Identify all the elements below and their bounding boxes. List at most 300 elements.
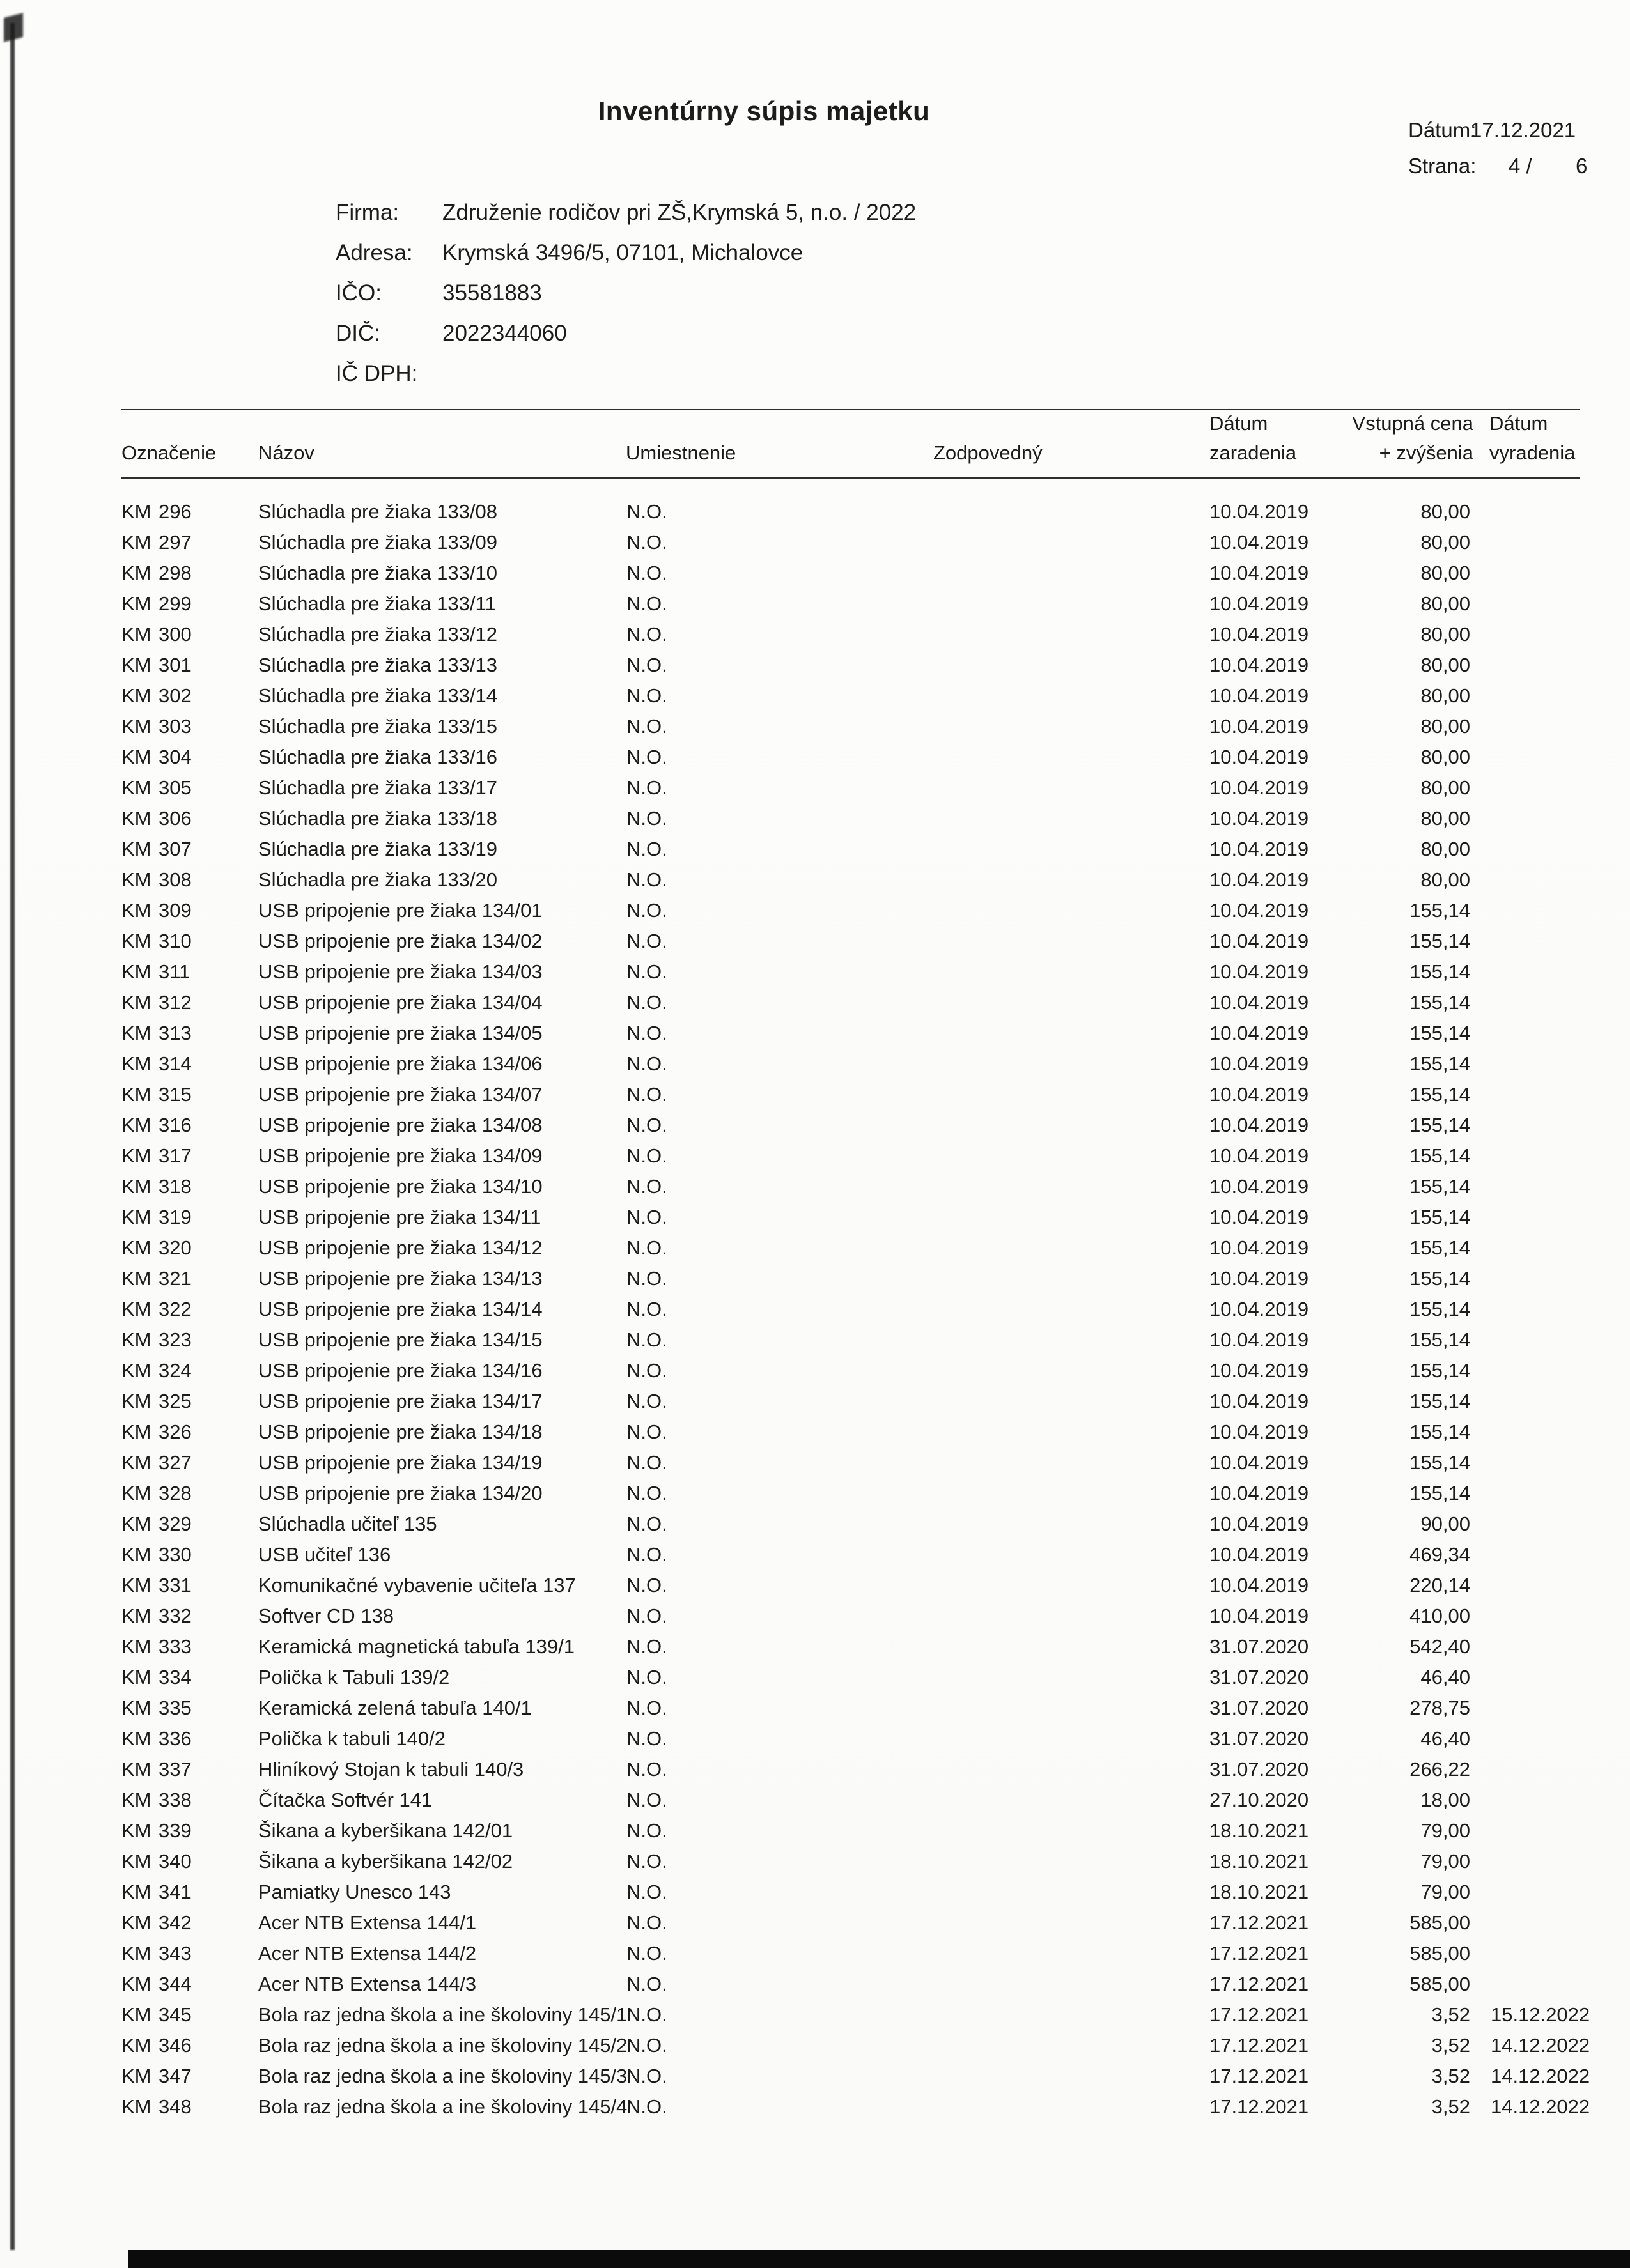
cell-datum-zaradenia: 10.04.2019: [1209, 1359, 1309, 1382]
cell-oznacenie-prefix: KM: [121, 1758, 151, 1780]
cell-umiestnenie: N.O.: [626, 1421, 667, 1443]
table-row: [121, 1325, 1611, 1355]
cell-oznacenie-number: 306: [159, 807, 192, 829]
header-vyradenia: vyradenia: [1489, 442, 1576, 464]
cell-vstupna-cena: 585,00: [1409, 1973, 1470, 1995]
header-umiestnenie: Umiestnenie: [626, 442, 736, 464]
cell-vstupna-cena: 80,00: [1420, 531, 1470, 553]
cell-vstupna-cena: 80,00: [1420, 654, 1470, 676]
cell-oznacenie-prefix: KM: [121, 1390, 151, 1412]
cell-umiestnenie: N.O.: [626, 2095, 667, 2118]
cell-vstupna-cena: 155,14: [1409, 899, 1470, 922]
cell-oznacenie-prefix: KM: [121, 1451, 151, 1474]
cell-datum-zaradenia: 10.04.2019: [1209, 1543, 1309, 1566]
cell-nazov: Slúchadla pre žiaka 133/14: [258, 684, 497, 707]
cell-oznacenie-prefix: KM: [121, 1022, 151, 1044]
cell-nazov: Slúchadla pre žiaka 133/09: [258, 531, 497, 553]
cell-umiestnenie: N.O.: [626, 592, 667, 615]
cell-nazov: USB pripojenie pre žiaka 134/19: [258, 1451, 543, 1474]
cell-nazov: Slúchadla pre žiaka 133/10: [258, 562, 497, 584]
table-row: [121, 987, 1611, 1018]
table-rule-bottom: [121, 477, 1580, 479]
cell-datum-zaradenia: 10.04.2019: [1209, 1421, 1309, 1443]
cell-oznacenie-number: 346: [159, 2034, 192, 2056]
cell-nazov: Acer NTB Extensa 144/3: [258, 1973, 477, 1995]
cell-datum-zaradenia: 10.04.2019: [1209, 1267, 1309, 1290]
scan-artifact-bottom-bar: [128, 2250, 1630, 2268]
table-row: [121, 1724, 1611, 1754]
table-row: [121, 1816, 1611, 1846]
cell-nazov: USB pripojenie pre žiaka 134/20: [258, 1482, 543, 1504]
cell-oznacenie-prefix: KM: [121, 1237, 151, 1259]
cell-umiestnenie: N.O.: [626, 1727, 667, 1750]
cell-umiestnenie: N.O.: [626, 838, 667, 860]
cell-vstupna-cena: 155,14: [1409, 1298, 1470, 1320]
cell-oznacenie-number: 325: [159, 1390, 192, 1412]
cell-nazov: Keramická magnetická tabuľa 139/1: [258, 1635, 575, 1658]
cell-oznacenie-prefix: KM: [121, 1727, 151, 1750]
table-row: [121, 527, 1611, 558]
cell-vstupna-cena: 80,00: [1420, 623, 1470, 645]
cell-nazov: Keramická zelená tabuľa 140/1: [258, 1697, 532, 1719]
cell-nazov: Komunikačné vybavenie učiteľa 137: [258, 1574, 576, 1596]
cell-datum-zaradenia: 17.12.2021: [1209, 2065, 1309, 2087]
cell-nazov: USB pripojenie pre žiaka 134/16: [258, 1359, 543, 1382]
cell-nazov: USB pripojenie pre žiaka 134/15: [258, 1329, 543, 1351]
cell-vstupna-cena: 542,40: [1409, 1635, 1470, 1658]
cell-vstupna-cena: 410,00: [1409, 1605, 1470, 1627]
firma-label: Firma:: [336, 200, 400, 225]
cell-umiestnenie: N.O.: [626, 1789, 667, 1811]
cell-oznacenie-number: 302: [159, 684, 192, 707]
cell-vstupna-cena: 90,00: [1420, 1513, 1470, 1535]
cell-nazov: USB pripojenie pre žiaka 134/04: [258, 991, 543, 1014]
cell-umiestnenie: N.O.: [626, 960, 667, 983]
cell-umiestnenie: N.O.: [626, 1605, 667, 1627]
cell-vstupna-cena: 155,14: [1409, 1451, 1470, 1474]
cell-datum-vyradenia: 14.12.2022: [1491, 2065, 1590, 2087]
cell-oznacenie-prefix: KM: [121, 2003, 151, 2026]
cell-umiestnenie: N.O.: [626, 1083, 667, 1106]
cell-vstupna-cena: 155,14: [1409, 1421, 1470, 1443]
cell-datum-zaradenia: 17.12.2021: [1209, 2003, 1309, 2026]
cell-umiestnenie: N.O.: [626, 1390, 667, 1412]
cell-nazov: USB pripojenie pre žiaka 134/12: [258, 1237, 543, 1259]
cell-oznacenie-prefix: KM: [121, 1881, 151, 1903]
cell-nazov: USB pripojenie pre žiaka 134/06: [258, 1053, 543, 1075]
cell-umiestnenie: N.O.: [626, 1911, 667, 1934]
cell-oznacenie-prefix: KM: [121, 1175, 151, 1198]
firma-value: Združenie rodičov pri ZŠ,Krymská 5, n.o. / 2022: [442, 200, 917, 225]
cell-datum-zaradenia: 10.04.2019: [1209, 531, 1309, 553]
table-row: [121, 1662, 1611, 1693]
cell-oznacenie-number: 347: [159, 2065, 192, 2087]
cell-nazov: USB pripojenie pre žiaka 134/02: [258, 930, 543, 952]
cell-umiestnenie: N.O.: [626, 654, 667, 676]
cell-oznacenie-number: 323: [159, 1329, 192, 1351]
cell-umiestnenie: N.O.: [626, 1513, 667, 1535]
table-row: [121, 1632, 1611, 1662]
cell-umiestnenie: N.O.: [626, 776, 667, 799]
cell-oznacenie-number: 300: [159, 623, 192, 645]
cell-oznacenie-number: 333: [159, 1635, 192, 1658]
cell-vstupna-cena: 80,00: [1420, 838, 1470, 860]
cell-oznacenie-number: 336: [159, 1727, 192, 1750]
cell-oznacenie-prefix: KM: [121, 1666, 151, 1688]
cell-datum-zaradenia: 10.04.2019: [1209, 1083, 1309, 1106]
cell-umiestnenie: N.O.: [626, 1482, 667, 1504]
cell-nazov: USB pripojenie pre žiaka 134/10: [258, 1175, 543, 1198]
cell-oznacenie-prefix: KM: [121, 531, 151, 553]
cell-datum-zaradenia: 10.04.2019: [1209, 1022, 1309, 1044]
cell-umiestnenie: N.O.: [626, 746, 667, 768]
cell-nazov: Softver CD 138: [258, 1605, 394, 1627]
cell-oznacenie-prefix: KM: [121, 623, 151, 645]
cell-oznacenie-prefix: KM: [121, 715, 151, 737]
cell-nazov: USB pripojenie pre žiaka 134/09: [258, 1145, 543, 1167]
cell-datum-zaradenia: 10.04.2019: [1209, 1298, 1309, 1320]
cell-oznacenie-number: 344: [159, 1973, 192, 1995]
cell-datum-zaradenia: 17.12.2021: [1209, 1911, 1309, 1934]
ico-label: IČO:: [336, 281, 382, 305]
table-row: [121, 2061, 1611, 2092]
cell-nazov: USB pripojenie pre žiaka 134/14: [258, 1298, 543, 1320]
cell-datum-zaradenia: 10.04.2019: [1209, 1574, 1309, 1596]
cell-umiestnenie: N.O.: [626, 623, 667, 645]
cell-oznacenie-prefix: KM: [121, 776, 151, 799]
cell-oznacenie-prefix: KM: [121, 1083, 151, 1106]
cell-oznacenie-prefix: KM: [121, 868, 151, 891]
cell-oznacenie-number: 317: [159, 1145, 192, 1167]
cell-nazov: USB pripojenie pre žiaka 134/17: [258, 1390, 543, 1412]
header-oznacenie: Označenie: [121, 442, 217, 464]
cell-nazov: Šikana a kyberšikana 142/01: [258, 1819, 513, 1842]
cell-oznacenie-number: 334: [159, 1666, 192, 1688]
table-row: [121, 773, 1611, 803]
table-row: [121, 1785, 1611, 1816]
cell-vstupna-cena: 80,00: [1420, 592, 1470, 615]
cell-umiestnenie: N.O.: [626, 2034, 667, 2056]
cell-nazov: USB pripojenie pre žiaka 134/05: [258, 1022, 543, 1044]
cell-oznacenie-number: 343: [159, 1942, 192, 1964]
cell-nazov: USB pripojenie pre žiaka 134/01: [258, 899, 543, 922]
cell-nazov: Slúchadla pre žiaka 133/16: [258, 746, 497, 768]
header-zvysenia: + zvýšenia: [1379, 442, 1473, 464]
cell-umiestnenie: N.O.: [626, 500, 667, 523]
cell-vstupna-cena: 155,14: [1409, 1237, 1470, 1259]
cell-oznacenie-number: 338: [159, 1789, 192, 1811]
cell-oznacenie-prefix: KM: [121, 1850, 151, 1872]
cell-nazov: USB pripojenie pre žiaka 134/03: [258, 960, 543, 983]
cell-oznacenie-number: 308: [159, 868, 192, 891]
cell-umiestnenie: N.O.: [626, 1758, 667, 1780]
cell-oznacenie-prefix: KM: [121, 1513, 151, 1535]
cell-oznacenie-number: 313: [159, 1022, 192, 1044]
header-datum-zaradenia-line1: Dátum: [1209, 412, 1268, 435]
cell-datum-zaradenia: 17.12.2021: [1209, 2034, 1309, 2056]
cell-umiestnenie: N.O.: [626, 930, 667, 952]
cell-umiestnenie: N.O.: [626, 1175, 667, 1198]
cell-datum-zaradenia: 10.04.2019: [1209, 746, 1309, 768]
cell-vstupna-cena: 155,14: [1409, 1145, 1470, 1167]
cell-umiestnenie: N.O.: [626, 1237, 667, 1259]
cell-umiestnenie: N.O.: [626, 562, 667, 584]
cell-nazov: Slúchadla pre žiaka 133/08: [258, 500, 497, 523]
cell-nazov: USB pripojenie pre žiaka 134/18: [258, 1421, 543, 1443]
cell-oznacenie-number: 316: [159, 1114, 192, 1136]
table-row: [121, 1202, 1611, 1233]
cell-oznacenie-number: 326: [159, 1421, 192, 1443]
cell-umiestnenie: N.O.: [626, 1359, 667, 1382]
cell-datum-zaradenia: 10.04.2019: [1209, 1390, 1309, 1412]
cell-oznacenie-prefix: KM: [121, 1635, 151, 1658]
table-row: [121, 1969, 1611, 2000]
table-row: [121, 1263, 1611, 1294]
table-row: [121, 1386, 1611, 1417]
cell-oznacenie-prefix: KM: [121, 1482, 151, 1504]
cell-oznacenie-prefix: KM: [121, 899, 151, 922]
cell-oznacenie-number: 309: [159, 899, 192, 922]
cell-datum-zaradenia: 10.04.2019: [1209, 1451, 1309, 1474]
cell-oznacenie-prefix: KM: [121, 1206, 151, 1228]
cell-vstupna-cena: 155,14: [1409, 1390, 1470, 1412]
cell-oznacenie-number: 331: [159, 1574, 192, 1596]
table-row: [121, 1846, 1611, 1877]
cell-oznacenie-number: 321: [159, 1267, 192, 1290]
meta-page-label: Strana:: [1408, 154, 1477, 178]
cell-datum-zaradenia: 10.04.2019: [1209, 1513, 1309, 1535]
cell-nazov: USB pripojenie pre žiaka 134/13: [258, 1267, 543, 1290]
table-row: [121, 1417, 1611, 1447]
header-zaradenia: zaradenia: [1209, 442, 1297, 464]
cell-oznacenie-number: 324: [159, 1359, 192, 1382]
cell-nazov: USB učiteľ 136: [258, 1543, 391, 1566]
cell-oznacenie-number: 315: [159, 1083, 192, 1106]
cell-datum-zaradenia: 10.04.2019: [1209, 868, 1309, 891]
cell-oznacenie-number: 332: [159, 1605, 192, 1627]
table-row: [121, 619, 1611, 650]
adresa-label: Adresa:: [336, 240, 413, 265]
cell-oznacenie-number: 345: [159, 2003, 192, 2026]
cell-nazov: Polička k Tabuli 139/2: [258, 1666, 450, 1688]
cell-oznacenie-number: 320: [159, 1237, 192, 1259]
cell-oznacenie-prefix: KM: [121, 500, 151, 523]
cell-umiestnenie: N.O.: [626, 2003, 667, 2026]
cell-datum-zaradenia: 17.12.2021: [1209, 1973, 1309, 1995]
table-row: [121, 497, 1611, 527]
dic-value: 2022344060: [442, 321, 567, 346]
cell-vstupna-cena: 155,14: [1409, 1359, 1470, 1382]
cell-umiestnenie: N.O.: [626, 899, 667, 922]
cell-datum-zaradenia: 31.07.2020: [1209, 1697, 1309, 1719]
cell-umiestnenie: N.O.: [626, 1022, 667, 1044]
cell-oznacenie-prefix: KM: [121, 838, 151, 860]
cell-nazov: USB pripojenie pre žiaka 134/07: [258, 1083, 543, 1106]
cell-oznacenie-number: 328: [159, 1482, 192, 1504]
cell-oznacenie-prefix: KM: [121, 1421, 151, 1443]
cell-nazov: Bola raz jedna škola a ine školoviny 145/4: [258, 2095, 628, 2118]
cell-vstupna-cena: 155,14: [1409, 960, 1470, 983]
table-rule-top: [121, 409, 1580, 410]
cell-nazov: Polička k tabuli 140/2: [258, 1727, 446, 1750]
table-row: [121, 650, 1611, 681]
cell-oznacenie-prefix: KM: [121, 1329, 151, 1351]
cell-datum-zaradenia: 18.10.2021: [1209, 1850, 1309, 1872]
cell-oznacenie-prefix: KM: [121, 1053, 151, 1075]
cell-datum-zaradenia: 10.04.2019: [1209, 1145, 1309, 1167]
cell-oznacenie-number: 319: [159, 1206, 192, 1228]
cell-vstupna-cena: 80,00: [1420, 868, 1470, 891]
cell-umiestnenie: N.O.: [626, 807, 667, 829]
cell-oznacenie-number: 307: [159, 838, 192, 860]
cell-oznacenie-prefix: KM: [121, 562, 151, 584]
cell-oznacenie-prefix: KM: [121, 2065, 151, 2087]
cell-oznacenie-number: 296: [159, 500, 192, 523]
cell-datum-zaradenia: 31.07.2020: [1209, 1727, 1309, 1750]
cell-datum-zaradenia: 10.04.2019: [1209, 807, 1309, 829]
cell-datum-zaradenia: 10.04.2019: [1209, 776, 1309, 799]
cell-datum-zaradenia: 10.04.2019: [1209, 654, 1309, 676]
cell-vstupna-cena: 155,14: [1409, 1114, 1470, 1136]
cell-oznacenie-prefix: KM: [121, 991, 151, 1014]
cell-oznacenie-prefix: KM: [121, 1114, 151, 1136]
cell-vstupna-cena: 80,00: [1420, 776, 1470, 799]
cell-umiestnenie: N.O.: [626, 1451, 667, 1474]
dic-label: DIČ:: [336, 321, 380, 346]
cell-nazov: Slúchadla pre žiaka 133/13: [258, 654, 497, 676]
cell-umiestnenie: N.O.: [626, 1267, 667, 1290]
cell-datum-vyradenia: 14.12.2022: [1491, 2034, 1590, 2056]
table-row: [121, 1754, 1611, 1785]
cell-datum-zaradenia: 10.04.2019: [1209, 1206, 1309, 1228]
cell-vstupna-cena: 80,00: [1420, 746, 1470, 768]
table-row: [121, 1233, 1611, 1263]
header-nazov: Názov: [258, 442, 314, 464]
table-row: [121, 1478, 1611, 1509]
cell-vstupna-cena: 80,00: [1420, 715, 1470, 737]
adresa-value: Krymská 3496/5, 07101, Michalovce: [442, 240, 803, 265]
cell-vstupna-cena: 79,00: [1420, 1881, 1470, 1903]
cell-oznacenie-prefix: KM: [121, 1298, 151, 1320]
cell-nazov: Hliníkový Stojan k tabuli 140/3: [258, 1758, 524, 1780]
cell-oznacenie-prefix: KM: [121, 1973, 151, 1995]
cell-vstupna-cena: 3,52: [1431, 2065, 1470, 2087]
cell-nazov: Acer NTB Extensa 144/2: [258, 1942, 477, 1964]
cell-umiestnenie: N.O.: [626, 684, 667, 707]
cell-oznacenie-prefix: KM: [121, 1697, 151, 1719]
cell-vstupna-cena: 80,00: [1420, 807, 1470, 829]
cell-datum-zaradenia: 10.04.2019: [1209, 991, 1309, 1014]
cell-nazov: Slúchadla pre žiaka 133/17: [258, 776, 497, 799]
cell-umiestnenie: N.O.: [626, 531, 667, 553]
cell-umiestnenie: N.O.: [626, 1114, 667, 1136]
cell-vstupna-cena: 155,14: [1409, 1022, 1470, 1044]
cell-datum-zaradenia: 10.04.2019: [1209, 1605, 1309, 1627]
ico-value: 35581883: [442, 281, 542, 305]
cell-vstupna-cena: 155,14: [1409, 991, 1470, 1014]
scan-artifact-left-edge: [10, 23, 15, 2250]
cell-datum-zaradenia: 10.04.2019: [1209, 1482, 1309, 1504]
table-row: [121, 1171, 1611, 1202]
cell-datum-zaradenia: 10.04.2019: [1209, 960, 1309, 983]
cell-vstupna-cena: 220,14: [1409, 1574, 1470, 1596]
table-rows: [121, 497, 1611, 2122]
cell-vstupna-cena: 585,00: [1409, 1942, 1470, 1964]
cell-datum-zaradenia: 10.04.2019: [1209, 1329, 1309, 1351]
cell-datum-zaradenia: 18.10.2021: [1209, 1881, 1309, 1903]
cell-vstupna-cena: 80,00: [1420, 684, 1470, 707]
cell-vstupna-cena: 155,14: [1409, 1482, 1470, 1504]
cell-nazov: Slúchadla pre žiaka 133/20: [258, 868, 497, 891]
cell-vstupna-cena: 3,52: [1431, 2034, 1470, 2056]
cell-vstupna-cena: 46,40: [1420, 1666, 1470, 1688]
cell-umiestnenie: N.O.: [626, 1881, 667, 1903]
cell-vstupna-cena: 469,34: [1409, 1543, 1470, 1566]
icdph-label: IČ DPH:: [336, 361, 418, 386]
cell-oznacenie-prefix: KM: [121, 654, 151, 676]
cell-umiestnenie: N.O.: [626, 1635, 667, 1658]
table-row: [121, 1509, 1611, 1539]
cell-nazov: Slúchadla učiteľ 135: [258, 1513, 437, 1535]
cell-umiestnenie: N.O.: [626, 1666, 667, 1688]
cell-vstupna-cena: 3,52: [1431, 2095, 1470, 2118]
table-row: [121, 1877, 1611, 1908]
cell-oznacenie-number: 303: [159, 715, 192, 737]
table-row: [121, 1908, 1611, 1938]
cell-umiestnenie: N.O.: [626, 1145, 667, 1167]
cell-datum-zaradenia: 18.10.2021: [1209, 1819, 1309, 1842]
cell-oznacenie-number: 339: [159, 1819, 192, 1842]
cell-nazov: Šikana a kyberšikana 142/02: [258, 1850, 513, 1872]
cell-oznacenie-prefix: KM: [121, 1911, 151, 1934]
cell-umiestnenie: N.O.: [626, 1850, 667, 1872]
cell-oznacenie-prefix: KM: [121, 2034, 151, 2056]
table-row: [121, 834, 1611, 865]
cell-oznacenie-prefix: KM: [121, 1942, 151, 1964]
cell-oznacenie-number: 312: [159, 991, 192, 1014]
cell-oznacenie-prefix: KM: [121, 807, 151, 829]
meta-date-value: 17.12.2021: [1470, 118, 1576, 142]
cell-oznacenie-number: 340: [159, 1850, 192, 1872]
cell-nazov: Slúchadla pre žiaka 133/15: [258, 715, 497, 737]
cell-umiestnenie: N.O.: [626, 1206, 667, 1228]
cell-oznacenie-number: 330: [159, 1543, 192, 1566]
cell-datum-zaradenia: 10.04.2019: [1209, 1114, 1309, 1136]
cell-oznacenie-prefix: KM: [121, 1574, 151, 1596]
cell-datum-zaradenia: 10.04.2019: [1209, 930, 1309, 952]
cell-umiestnenie: N.O.: [626, 1819, 667, 1842]
cell-nazov: Slúchadla pre žiaka 133/12: [258, 623, 497, 645]
cell-umiestnenie: N.O.: [626, 1574, 667, 1596]
cell-nazov: Bola raz jedna škola a ine školoviny 145/2: [258, 2034, 628, 2056]
cell-oznacenie-number: 342: [159, 1911, 192, 1934]
cell-datum-vyradenia: 15.12.2022: [1491, 2003, 1590, 2026]
cell-umiestnenie: N.O.: [626, 1543, 667, 1566]
cell-vstupna-cena: 79,00: [1420, 1819, 1470, 1842]
cell-nazov: Čítačka Softvér 141: [258, 1789, 433, 1811]
cell-datum-zaradenia: 10.04.2019: [1209, 562, 1309, 584]
meta-date-label: Dátum:: [1408, 118, 1477, 142]
cell-nazov: Pamiatky Unesco 143: [258, 1881, 451, 1903]
table-row: [121, 1601, 1611, 1632]
table-row: [121, 957, 1611, 987]
cell-oznacenie-prefix: KM: [121, 746, 151, 768]
cell-oznacenie-number: 335: [159, 1697, 192, 1719]
cell-vstupna-cena: 155,14: [1409, 930, 1470, 952]
cell-oznacenie-prefix: KM: [121, 1359, 151, 1382]
page-title: Inventúrny súpis majetku: [598, 96, 930, 126]
cell-vstupna-cena: 155,14: [1409, 1083, 1470, 1106]
